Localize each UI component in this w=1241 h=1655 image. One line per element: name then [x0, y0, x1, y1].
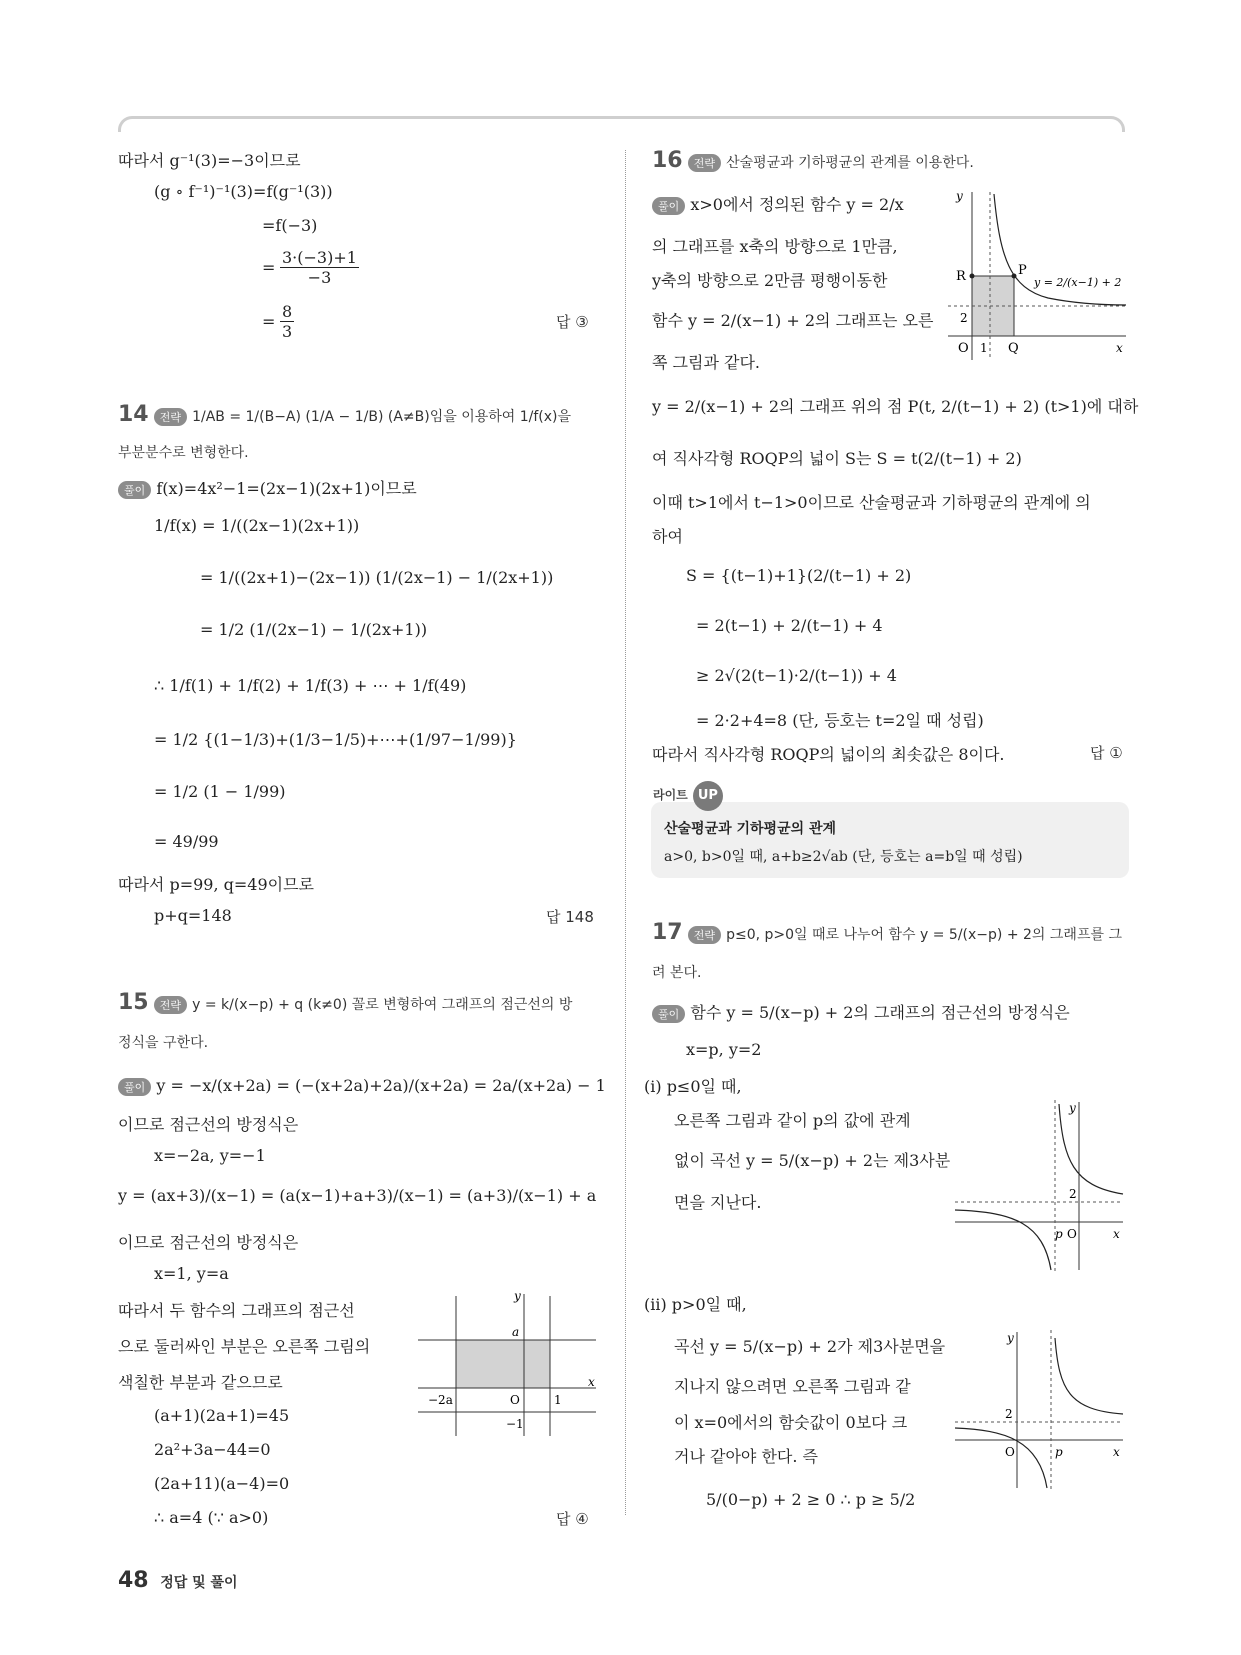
footer	[118, 1568, 238, 1593]
footer-title: 정답 및 풀이	[160, 1575, 238, 1591]
neg2a-label: −2a	[428, 1393, 453, 1407]
text: f(x)=4x²−1=(2x−1)(2x+1)이므로	[156, 479, 417, 498]
O-label: O	[1005, 1445, 1015, 1459]
answer-14: 답 148	[546, 908, 594, 926]
solution-line	[652, 192, 904, 215]
equation-line: 5/(0−p) + 2 ≥ 0 ∴ p ≥ 5/2	[706, 1490, 916, 1509]
page-number: 48	[118, 1568, 149, 1593]
fraction: = 8 3	[262, 302, 293, 341]
answer-16: 답 ①	[1090, 744, 1123, 762]
text-line: (ⅱ) p>0일 때,	[644, 1295, 747, 1314]
equation-line: =f(−3)	[262, 216, 318, 235]
text-line: 오른쪽 그림과 같이 p의 값에 관계	[674, 1111, 911, 1130]
solution-tag: 풀이	[652, 197, 685, 215]
p-label: p	[1055, 1445, 1063, 1459]
equation-line: x=p, y=2	[686, 1040, 762, 1059]
equation-line: p+q=148	[154, 906, 232, 925]
text: x>0에서 정의된 함수 y = 2/x	[690, 195, 904, 214]
equation-line: (a+1)(2a+1)=45	[154, 1406, 290, 1425]
text-line: 지나지 않으려면 오른쪽 그림과 같	[674, 1377, 911, 1396]
strategy-text: 정식을 구한다.	[118, 1035, 209, 1051]
p-label: p	[1055, 1227, 1063, 1241]
shaded-region	[456, 1340, 550, 1388]
text-line: 따라서 p=99, q=49이므로	[118, 875, 315, 894]
text: y = −x/(x+2a) = (−(x+2a)+2a)/(x+2a) = 2a/(x+2a) − 1	[156, 1076, 606, 1095]
equation-line: = 2·2+4=8 (단, 등호는 t=2일 때 성립)	[696, 711, 984, 730]
equation-line: = 2(t−1) + 2/(t−1) + 4	[696, 616, 883, 635]
text-line: y = 2/(x−1) + 2의 그래프 위의 점 P(t, 2/(t−1) + 2) (t>1)에 대하	[652, 397, 1139, 416]
text-line: 곡선 y = 5/(x−p) + 2가 제3사분면을	[674, 1337, 946, 1356]
text-line: 하여	[652, 527, 683, 546]
equation-line: ∴ 1/f(1) + 1/f(2) + 1/f(3) + ⋯ + 1/f(49)	[154, 676, 467, 695]
tip-badge	[653, 781, 723, 811]
strategy-tag: 전략	[154, 408, 187, 426]
curve-left	[955, 1210, 1051, 1270]
problem-number: 14	[118, 402, 149, 427]
problem-15-header	[118, 990, 572, 1015]
strategy-tag: 전략	[154, 996, 187, 1014]
O-label: O	[1067, 1227, 1077, 1241]
solution-tag: 풀이	[118, 481, 151, 499]
two-label: 2	[1005, 1407, 1013, 1421]
denominator: −3	[307, 268, 332, 287]
numerator: 8	[282, 302, 293, 321]
text-line: 이므로 점근선의 방정식은	[118, 1233, 299, 1252]
Q-label: Q	[1008, 341, 1019, 356]
text-line: 없이 곡선 y = 5/(x−p) + 2는 제3사분	[674, 1151, 951, 1170]
one-label: 1	[980, 341, 988, 355]
text-line: 면을 지난다.	[674, 1193, 762, 1212]
solution-line	[652, 1000, 1070, 1023]
solution-line	[118, 476, 417, 499]
numerator: 3·(−3)+1	[282, 248, 357, 267]
text-line: 쪽 그림과 같다.	[652, 353, 760, 372]
graph-15	[418, 1288, 598, 1438]
curve-label: y = 2/(x−1) + 2	[1034, 276, 1122, 289]
text-line: 이때 t>1에서 t−1>0이므로 산술평균과 기하평균의 관계에 의	[652, 493, 1091, 512]
strategy-text: 부분분수로 변형한다.	[118, 445, 249, 461]
answer-13: 답 ③	[556, 313, 589, 331]
equation-line: x=1, y=a	[154, 1264, 229, 1283]
answer-15: 답 ④	[556, 1510, 589, 1528]
strategy-text: 산술평균과 기하평균의 관계를 이용한다.	[726, 155, 974, 171]
text-line: 이므로 점근선의 방정식은	[118, 1115, 299, 1134]
problem-number: 17	[652, 920, 683, 945]
solution-tag: 풀이	[652, 1005, 685, 1023]
a-label: a	[512, 1325, 520, 1339]
equation-line: 1/f(x) = 1/((2x−1)(2x+1))	[154, 516, 360, 535]
O-label: O	[958, 341, 969, 356]
y-label: y	[956, 189, 963, 203]
two-label: 2	[1069, 1187, 1077, 1201]
tip-up-badge: UP	[693, 781, 723, 811]
text: 함수 y = 5/(x−p) + 2의 그래프의 점근선의 방정식은	[690, 1003, 1070, 1022]
point-R	[970, 274, 975, 279]
problem-14-header	[118, 402, 571, 427]
strategy-text: p≤0, p>0일 때로 나누어 함수 y = 5/(x−p) + 2의 그래프를 그	[726, 927, 1122, 943]
one-label: 1	[554, 1393, 562, 1407]
solution-line	[118, 1076, 606, 1096]
equation-line: = 1/2 (1/(2x−1) − 1/(2x+1))	[200, 620, 428, 639]
two-label: 2	[960, 311, 968, 325]
x-label: x	[1113, 1445, 1120, 1459]
text-line: 이 x=0에서의 함숫값이 0보다 크	[674, 1413, 908, 1432]
text-line: 으로 둘러싸인 부분은 오른쪽 그림의	[118, 1337, 371, 1356]
equation-line: (2a+11)(a−4)=0	[154, 1474, 290, 1493]
equation-line: S = {(t−1)+1}(2/(t−1) + 2)	[686, 566, 912, 585]
equation-line: 2a²+3a−44=0	[154, 1440, 271, 1459]
graph-17-case1	[955, 1100, 1125, 1272]
column-divider	[625, 150, 626, 1515]
fraction: = 3·(−3)+1 −3	[262, 248, 357, 287]
text-line: y축의 방향으로 2만큼 평행이동한	[652, 271, 888, 290]
equation-line: = 1/2 (1 − 1/99)	[154, 782, 286, 801]
graph-17-case2	[955, 1330, 1125, 1490]
top-border	[118, 116, 1125, 132]
text-line: 따라서 직사각형 ROQP의 넓이의 최솟값은 8이다.	[652, 745, 1005, 764]
tip-badge-text: 라이트	[653, 788, 688, 802]
text-line: 함수 y = 2/(x−1) + 2의 그래프는 오른	[652, 311, 934, 330]
strategy-text: y = k/(x−p) + q (k≠0) 꼴로 변형하여 그래프의 점근선의 방	[192, 997, 573, 1013]
equation-line: x=−2a, y=−1	[154, 1146, 266, 1165]
equation-line: ∴ a=4 (∵ a>0)	[154, 1508, 269, 1527]
tip-body: a>0, b>0일 때, a+b≥2√ab (단, 등호는 a=b일 때 성립)	[664, 849, 1023, 865]
strategy-text: 1/AB = 1/(B−A) (1/A − 1/B) (A≠B)임을 이용하여 1/f(x)을	[192, 409, 572, 425]
y-label: y	[1069, 1101, 1076, 1115]
problem-number: 15	[118, 990, 149, 1015]
R-label: R	[956, 269, 966, 284]
equation-line: = 49/99	[154, 832, 219, 851]
denominator: 3	[282, 322, 293, 341]
curve-right	[1055, 1338, 1123, 1414]
tip-box	[651, 802, 1129, 878]
problem-17-header	[652, 920, 1122, 945]
text-line: 따라서 g⁻¹(3)=−3이므로	[118, 151, 301, 170]
x-label: x	[588, 1375, 595, 1389]
problem-number: 16	[652, 148, 683, 173]
neg1-label: −1	[506, 1417, 524, 1431]
x-label: x	[1116, 341, 1123, 355]
P-label: P	[1018, 263, 1027, 278]
equation-line: = 1/((2x+1)−(2x−1)) (1/(2x−1) − 1/(2x+1))	[200, 568, 554, 587]
problem-16-header	[652, 148, 974, 173]
text-line: 따라서 두 함수의 그래프의 점근선	[118, 1301, 355, 1320]
strategy-tag: 전략	[688, 926, 721, 944]
equation-line: (g ∘ f⁻¹)⁻¹(3)=f(g⁻¹(3))	[154, 182, 333, 201]
equation-line: y = (ax+3)/(x−1) = (a(x−1)+a+3)/(x−1) = (a+3)/(x−1) + a	[118, 1186, 597, 1205]
solution-tag: 풀이	[118, 1078, 151, 1096]
strategy-text: 려 본다.	[652, 965, 702, 981]
equation-line: = 1/2 {(1−1/3)+(1/3−1/5)+⋯+(1/97−1/99)}	[154, 730, 517, 749]
text-line: 색칠한 부분과 같으므로	[118, 1373, 283, 1392]
y-label: y	[1007, 1331, 1014, 1345]
point-P	[1012, 274, 1017, 279]
origin-label: O	[510, 1393, 520, 1407]
text-line: 거나 같아야 한다. 즉	[674, 1447, 818, 1466]
text-line: 여 직사각형 ROQP의 넓이 S는 S = t(2/(t−1) + 2)	[652, 449, 1022, 468]
tip-title: 산술평균과 기하평균의 관계	[664, 821, 837, 837]
strategy-tag: 전략	[688, 154, 721, 172]
equation-line: ≥ 2√(2(t−1)·2/(t−1)) + 4	[696, 666, 897, 685]
text-line: 의 그래프를 x축의 방향으로 1만큼,	[652, 237, 898, 256]
x-label: x	[1113, 1227, 1120, 1241]
curve-left	[955, 1428, 1047, 1488]
text-line: (ⅰ) p≤0일 때,	[644, 1077, 742, 1096]
curve-right	[1059, 1104, 1123, 1194]
y-label: y	[514, 1289, 521, 1303]
graph-16	[948, 188, 1128, 368]
